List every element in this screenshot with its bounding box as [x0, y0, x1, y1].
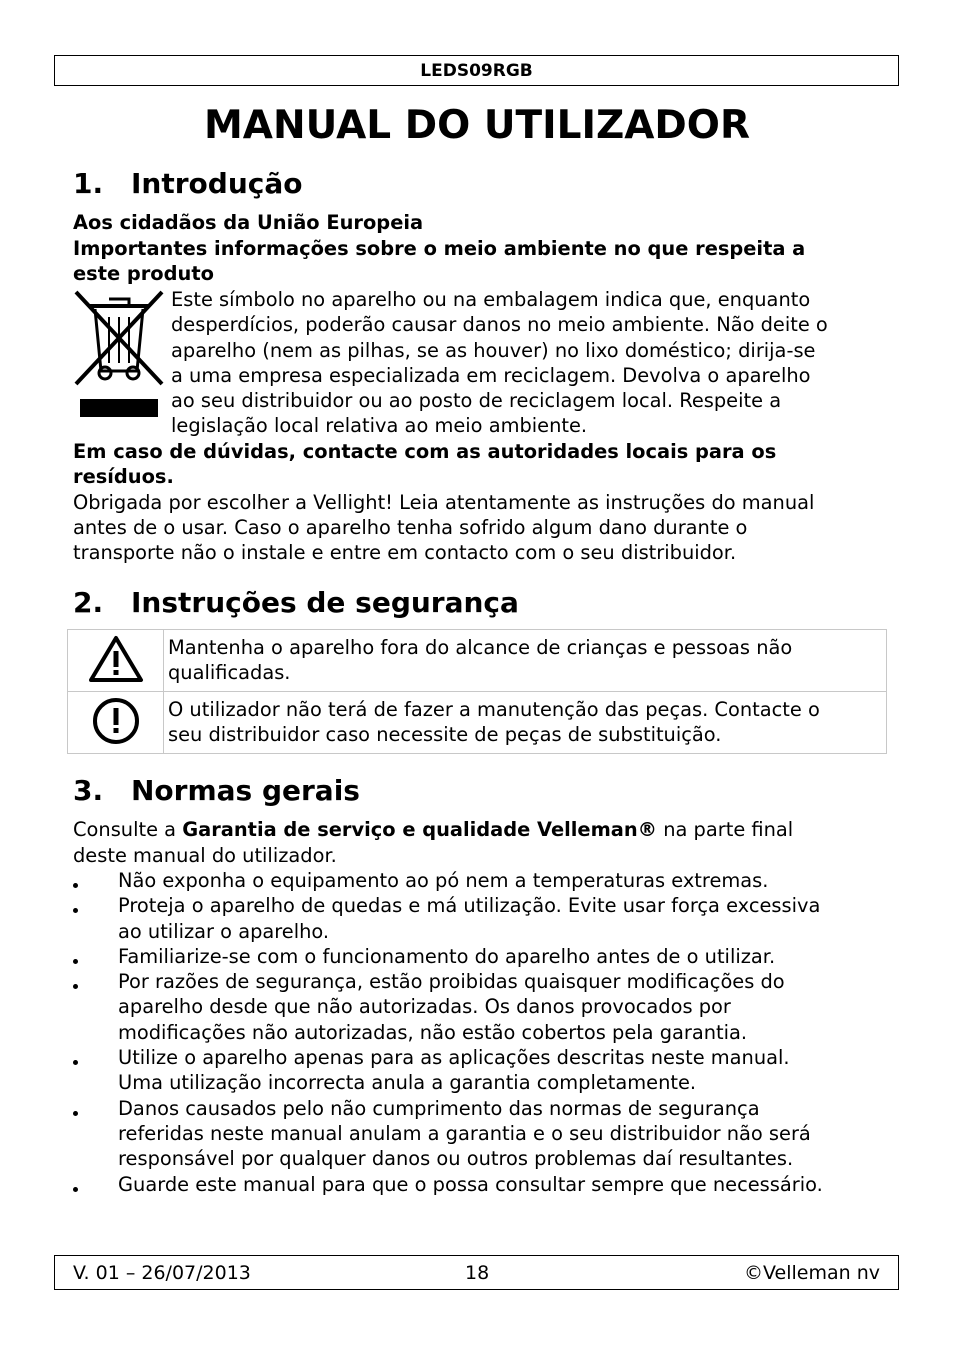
list-item	[73, 969, 893, 1045]
list-item	[73, 1045, 893, 1096]
warranty-intro-pre: Consulte a	[73, 818, 183, 841]
safety-table	[67, 629, 887, 754]
thanks-line: transporte não o instale e entre em contacto com o seu distribuidor.	[73, 541, 737, 564]
footer-copyright: ©Velleman nv	[744, 1262, 880, 1284]
safety-text-cell	[164, 630, 887, 692]
weee-text-line: legislação local relativa ao meio ambiente.	[171, 414, 588, 437]
section-1-title: Introdução	[131, 167, 303, 200]
list-item-line: Proteja o aparelho de quedas e má utilização. Evite usar força excessiva	[118, 894, 821, 918]
weee-text-line: a uma empresa especializada em reciclagem. Devolva o aparelho	[171, 364, 811, 387]
warranty-intro	[73, 817, 793, 842]
warning-triangle-icon	[88, 634, 144, 684]
list-item	[73, 1172, 893, 1197]
eu-citizens-line: Aos cidadãos da União Europeia	[73, 211, 424, 234]
bullet-dot-icon	[73, 959, 78, 964]
warranty-reference: Garantia de serviço e qualidade Velleman®	[182, 818, 658, 841]
section-2-heading	[73, 585, 519, 621]
safety-text-line: Mantenha o aparelho fora do alcance de crianças e pessoas não	[168, 636, 793, 659]
warranty-intro-post: na parte final	[657, 818, 794, 841]
list-item	[73, 893, 893, 944]
footer	[54, 1255, 899, 1290]
list-item-line: modificações não autorizadas, não estão cobertos pela garantia.	[118, 1020, 748, 1044]
weee-text-line: Este símbolo no aparelho ou na embalagem indica que, enquanto	[171, 288, 811, 311]
list-item-line: responsável por qualquer danos ou outros problemas daí resultantes.	[118, 1147, 794, 1171]
bullet-dot-icon	[73, 908, 78, 913]
list-item	[73, 944, 893, 969]
bullet-dot-icon	[73, 984, 78, 989]
safety-text-line: O utilizador não terá de fazer a manutenção das peças. Contacte o	[168, 698, 820, 721]
header-model-box	[54, 55, 899, 86]
safety-icon-cell	[68, 692, 164, 754]
list-item-line: Danos causados pelo não cumprimento das normas de segurança	[118, 1096, 760, 1120]
footer-version: V. 01 – 26/07/2013	[73, 1262, 251, 1284]
list-item-line: Uma utilização incorrecta anula a garantia completamente.	[118, 1071, 697, 1095]
safety-icon-cell	[68, 630, 164, 692]
section-1-number: 1.	[73, 167, 104, 200]
weee-text-line: aparelho (nem as pilhas, se as houver) no lixo doméstico; dirija-se	[171, 339, 816, 362]
env-info-line-2: este produto	[73, 262, 214, 285]
section-2-number: 2.	[73, 586, 104, 619]
safety-row	[68, 692, 887, 754]
env-info-line-1: Importantes informações sobre o meio ambiente no que respeita a	[73, 237, 806, 260]
bullet-dot-icon	[73, 1111, 78, 1116]
page-number: 18	[465, 1262, 490, 1284]
list-item	[73, 1096, 893, 1172]
safety-text-line: qualificadas.	[168, 661, 291, 685]
list-item-line: ao utilizar o aparelho.	[118, 919, 330, 943]
bullet-dot-icon	[73, 1060, 78, 1065]
warranty-intro-line-2: deste manual do utilizador.	[73, 844, 337, 867]
section-1-heading	[73, 166, 303, 202]
list-item-line: referidas neste manual anulam a garantia e o seu distribuidor não será	[118, 1121, 811, 1145]
weee-bin-icon	[73, 289, 165, 421]
weee-text-line: desperdícios, poderão causar danos no meio ambiente. Não deite o	[171, 313, 828, 336]
model-number: LEDS09RGB	[420, 61, 533, 81]
safety-text-cell	[164, 692, 887, 754]
thanks-line: antes de o usar. Caso o aparelho tenha sofrido algum dano durante o	[73, 516, 748, 539]
list-item-line: Guarde este manual para que o possa consultar sempre que necessário.	[118, 1172, 823, 1196]
section-2-title: Instruções de segurança	[131, 586, 519, 619]
weee-text-line: ao seu distribuidor ou ao posto de reciclagem local. Respeite a	[171, 389, 782, 412]
safety-text-line: seu distribuidor caso necessite de peças de substituição.	[168, 723, 722, 747]
list-item-line: aparelho desde que não autorizadas. Os danos provocados por	[118, 995, 731, 1019]
section-3-heading	[73, 773, 360, 809]
general-rules-list	[73, 868, 893, 1197]
bullet-dot-icon	[73, 1187, 78, 1192]
thanks-line: Obrigada por escolher a Vellight! Leia atentamente as instruções do manual	[73, 491, 815, 514]
page-title: MANUAL DO UTILIZADOR	[204, 103, 750, 148]
exclamation-circle-icon	[90, 697, 142, 745]
doubts-line-1: Em caso de dúvidas, contacte com as autoridades locais para os	[73, 440, 777, 463]
list-item	[73, 868, 893, 893]
list-item-line: Por razões de segurança, estão proibidas quaisquer modificações do	[118, 970, 785, 994]
section-3-title: Normas gerais	[131, 774, 360, 807]
bullet-dot-icon	[73, 883, 78, 888]
safety-row	[68, 630, 887, 692]
list-item-line: Familiarize-se com o funcionamento do aparelho antes de o utilizar.	[118, 944, 776, 968]
list-item-line: Utilize o aparelho apenas para as aplicações descritas neste manual.	[118, 1046, 790, 1070]
list-item-line: Não exponha o equipamento ao pó nem a temperaturas extremas.	[118, 869, 769, 892]
doubts-line-2: resíduos.	[73, 465, 174, 488]
section-3-number: 3.	[73, 774, 104, 807]
